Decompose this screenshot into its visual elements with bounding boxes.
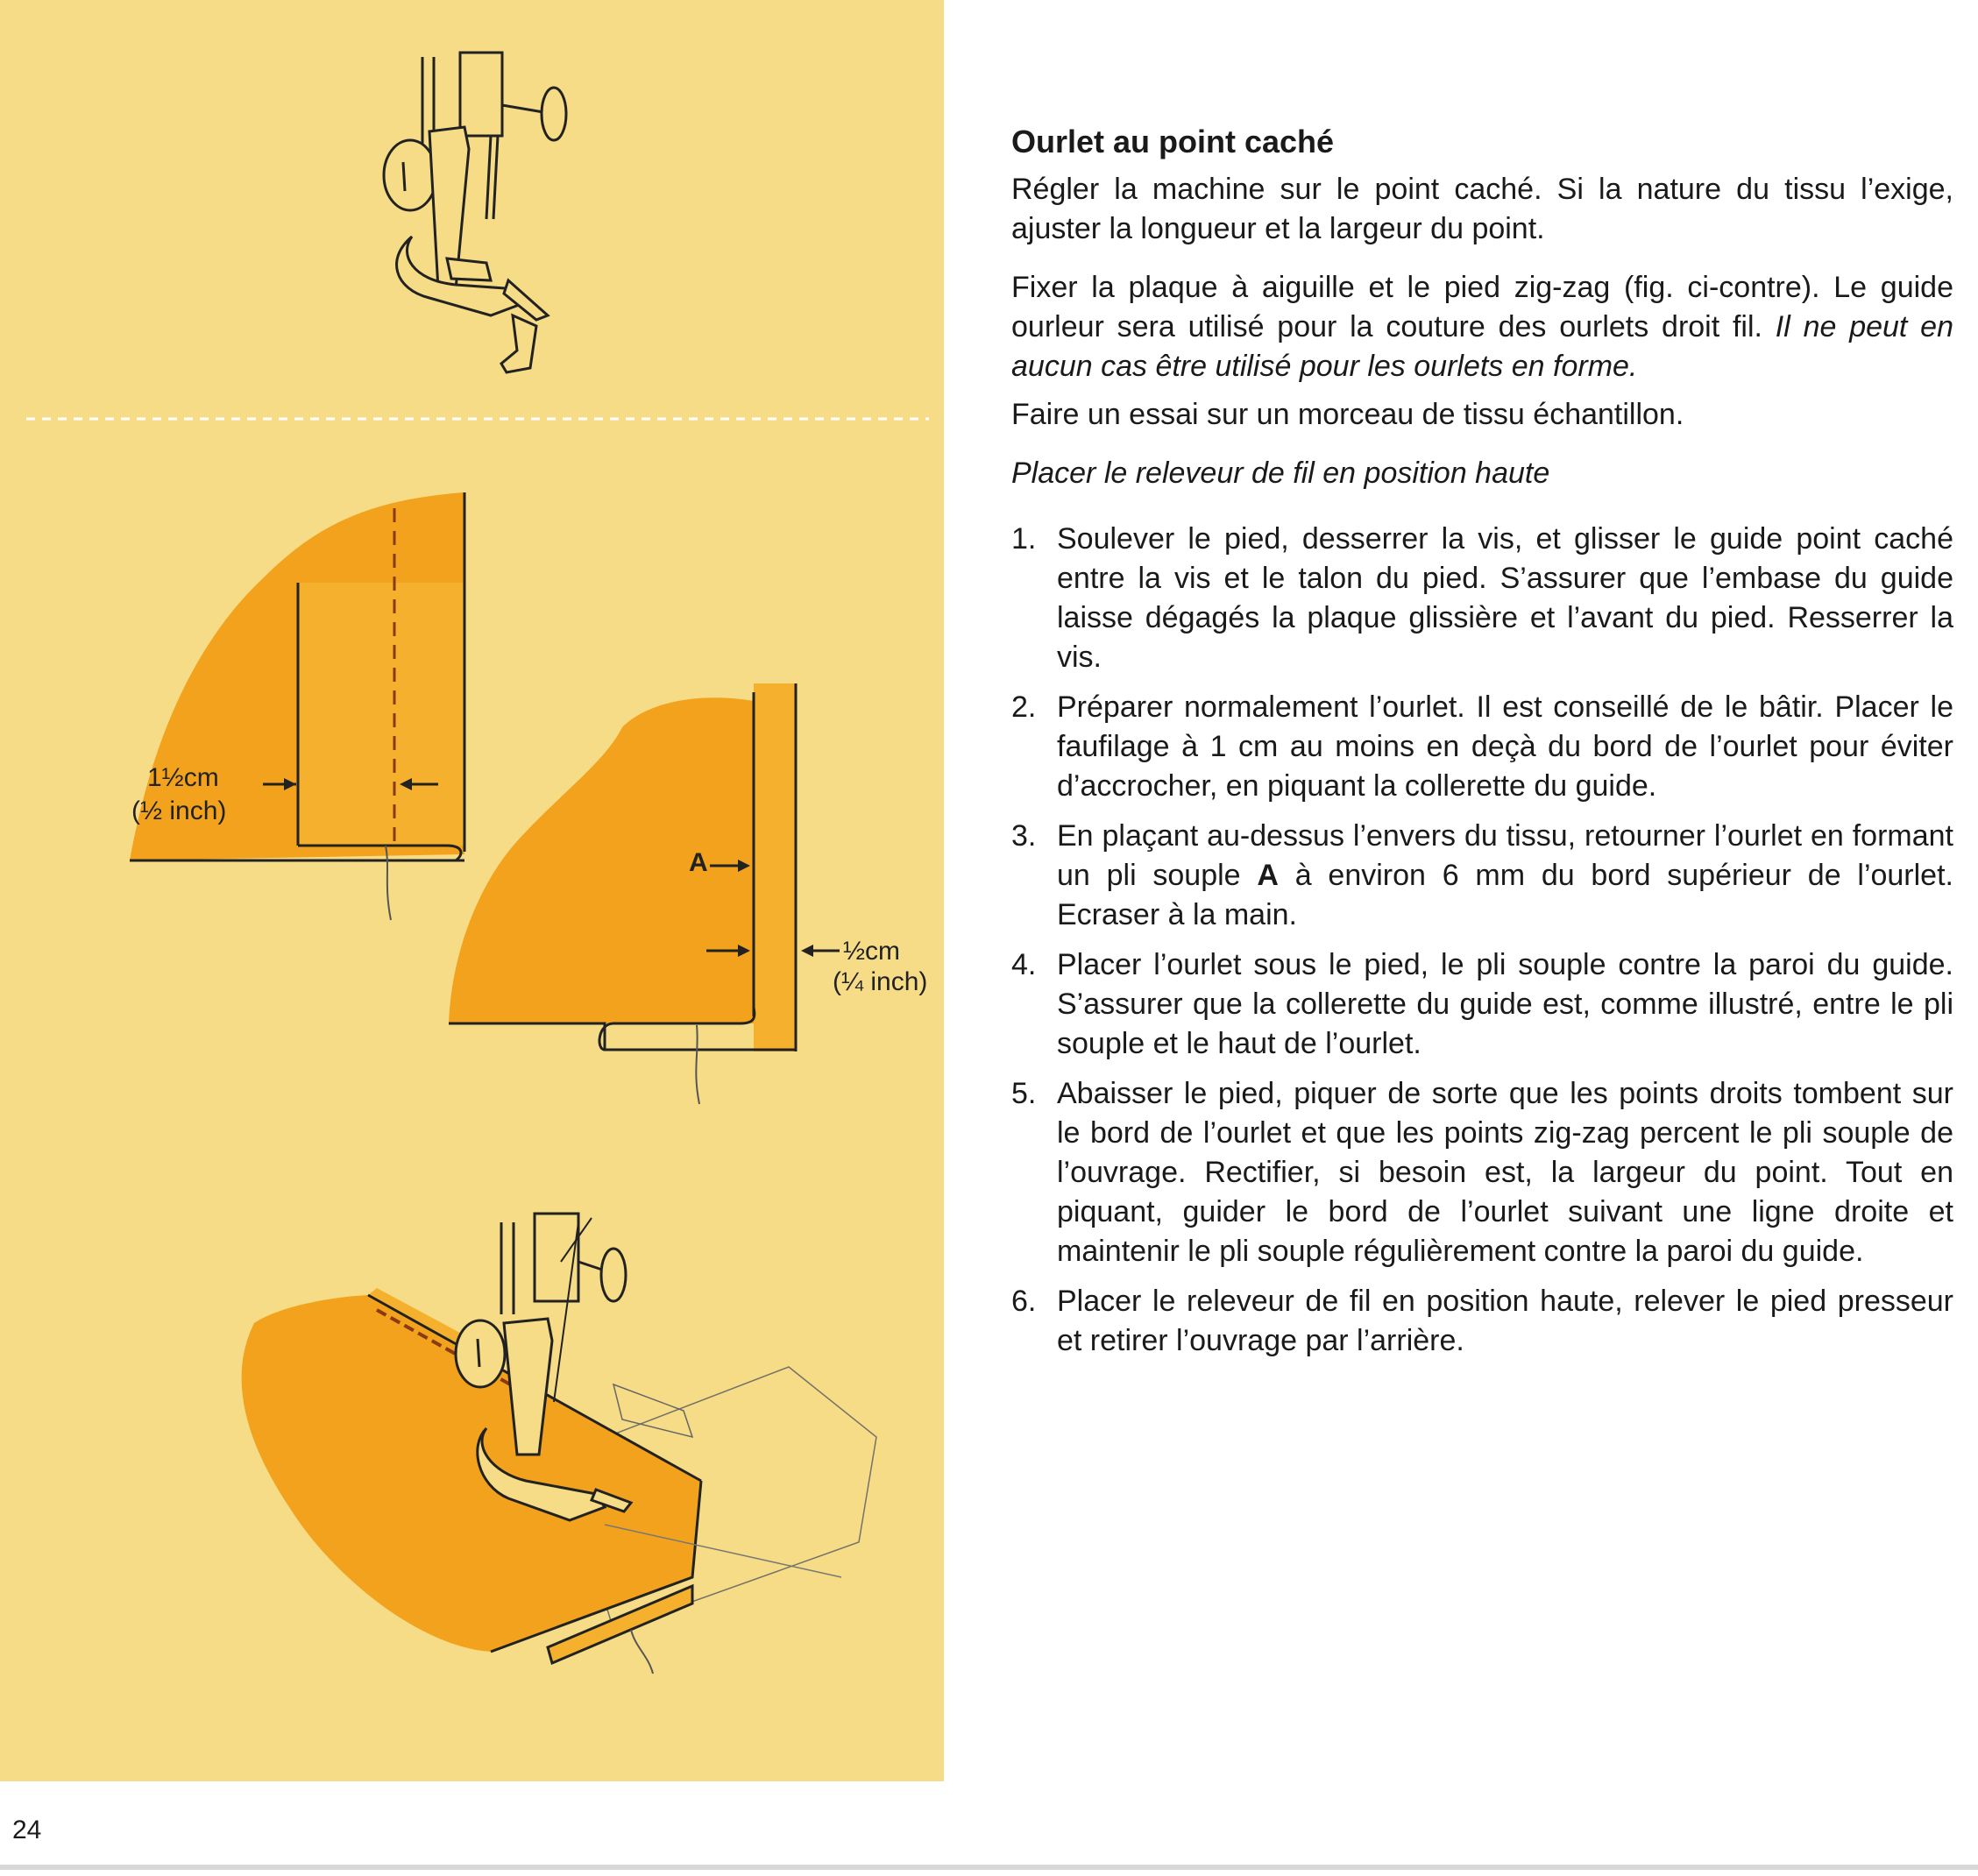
list-item (1011, 688, 1953, 806)
step-text: Préparer normalement l’ourlet. Il est conseillé de le bâtir. Placer le faufilage à 1 cm au moins en deçà du bord de l’ourlet pour éviter d’accrocher, en piquant la collerette du guide. (1057, 690, 1953, 803)
steps-list (1011, 520, 1953, 1361)
dim-left-main: 1½cm (147, 763, 219, 792)
list-item (1011, 945, 1953, 1064)
paragraph-attach (1011, 268, 1953, 386)
step-text: Placer l’ourlet sous le pied, le pli souple contre la paroi du guide. S’assurer que la collerette du guide est, comme illustré, entre le pli souple et le haut de l’ourlet. (1057, 948, 1953, 1060)
step-text (1057, 819, 1953, 931)
hem-fabric-left (130, 492, 464, 920)
dim-right-main: ½cm (843, 937, 901, 966)
bottom-rule (0, 1865, 1978, 1870)
dim-right-sub: (¼ inch) (833, 967, 928, 996)
step-text: Placer le releveur de fil en position haute, relever le pied presseur et retirer l’ouvrage par l’arrière. (1057, 1285, 1953, 1357)
step-number: 2. (1011, 690, 1037, 724)
dim-left-sub: (½ inch) (131, 796, 227, 825)
step-number: 1. (1011, 522, 1037, 556)
sewing-illustrations (0, 0, 944, 1781)
step-text-before: En plaçant au-dessus l’envers du tissu, retourner l’ourlet en formant un pli souple (1057, 819, 1953, 892)
paragraph-attach-warning: Il ne peut en aucun cas être utilisé pour les ourlets en forme. (1011, 310, 1953, 383)
presser-foot-top-drawing (384, 53, 566, 372)
step-text-bold: A (1257, 859, 1279, 892)
step-text-after: à environ 6 mm du bord supérieur de l’ourlet. Ecraser à la main. (1057, 859, 1953, 931)
paragraph-setup: Régler la machine sur le point caché. Si la nature du tissu l’exige, ajuster la longueur et la largeur du point. (1011, 173, 1953, 245)
paragraph-attach-text: Fixer la plaque à aiguille et le pied zig-zag (fig. ci-contre). Le guide ourleur sera utilisé pour la couture des ourlets droit fil. (1011, 271, 1953, 343)
paragraph-thread-lever: Placer le releveur de fil en position haute (1011, 457, 1550, 490)
hem-fabric-right (449, 683, 840, 1104)
page-number: 24 (12, 1816, 42, 1844)
paragraph-test: Faire un essai sur un morceau de tissu échantillon. (1011, 398, 1684, 431)
step-number: 6. (1011, 1285, 1037, 1318)
step-number: 4. (1011, 948, 1037, 981)
page-title: Ourlet au point caché (1011, 124, 1335, 159)
list-item (1011, 520, 1953, 677)
step-number: 3. (1011, 819, 1037, 853)
list-item (1011, 817, 1953, 935)
list-item (1011, 1282, 1953, 1361)
list-item (1011, 1074, 1953, 1271)
step-text: Soulever le pied, desserrer la vis, et glisser le guide point caché entre la vis et le talon du pied. S’assurer que l’embase du guide laisse dégagés la plaque glissière et l’avant du pied. Resserrer la vis. (1057, 522, 1953, 674)
step-number: 5. (1011, 1077, 1037, 1110)
machine-sewing-drawing (242, 1214, 876, 1674)
instruction-text (1011, 123, 1953, 1371)
step-text: Abaisser le pied, piquer de sorte que les points droits tombent sur le bord de l’ourlet et que les points zig-zag percent le pli souple de l’ouvrage. Rectifier, si besoin est, la largeur du point. Tout en piquant, guider le bord de l’ourlet suivant une ligne droite et maintenir le pli souple régulièrement contre la paroi du guide. (1057, 1077, 1953, 1268)
fold-label-a: A (689, 848, 708, 877)
